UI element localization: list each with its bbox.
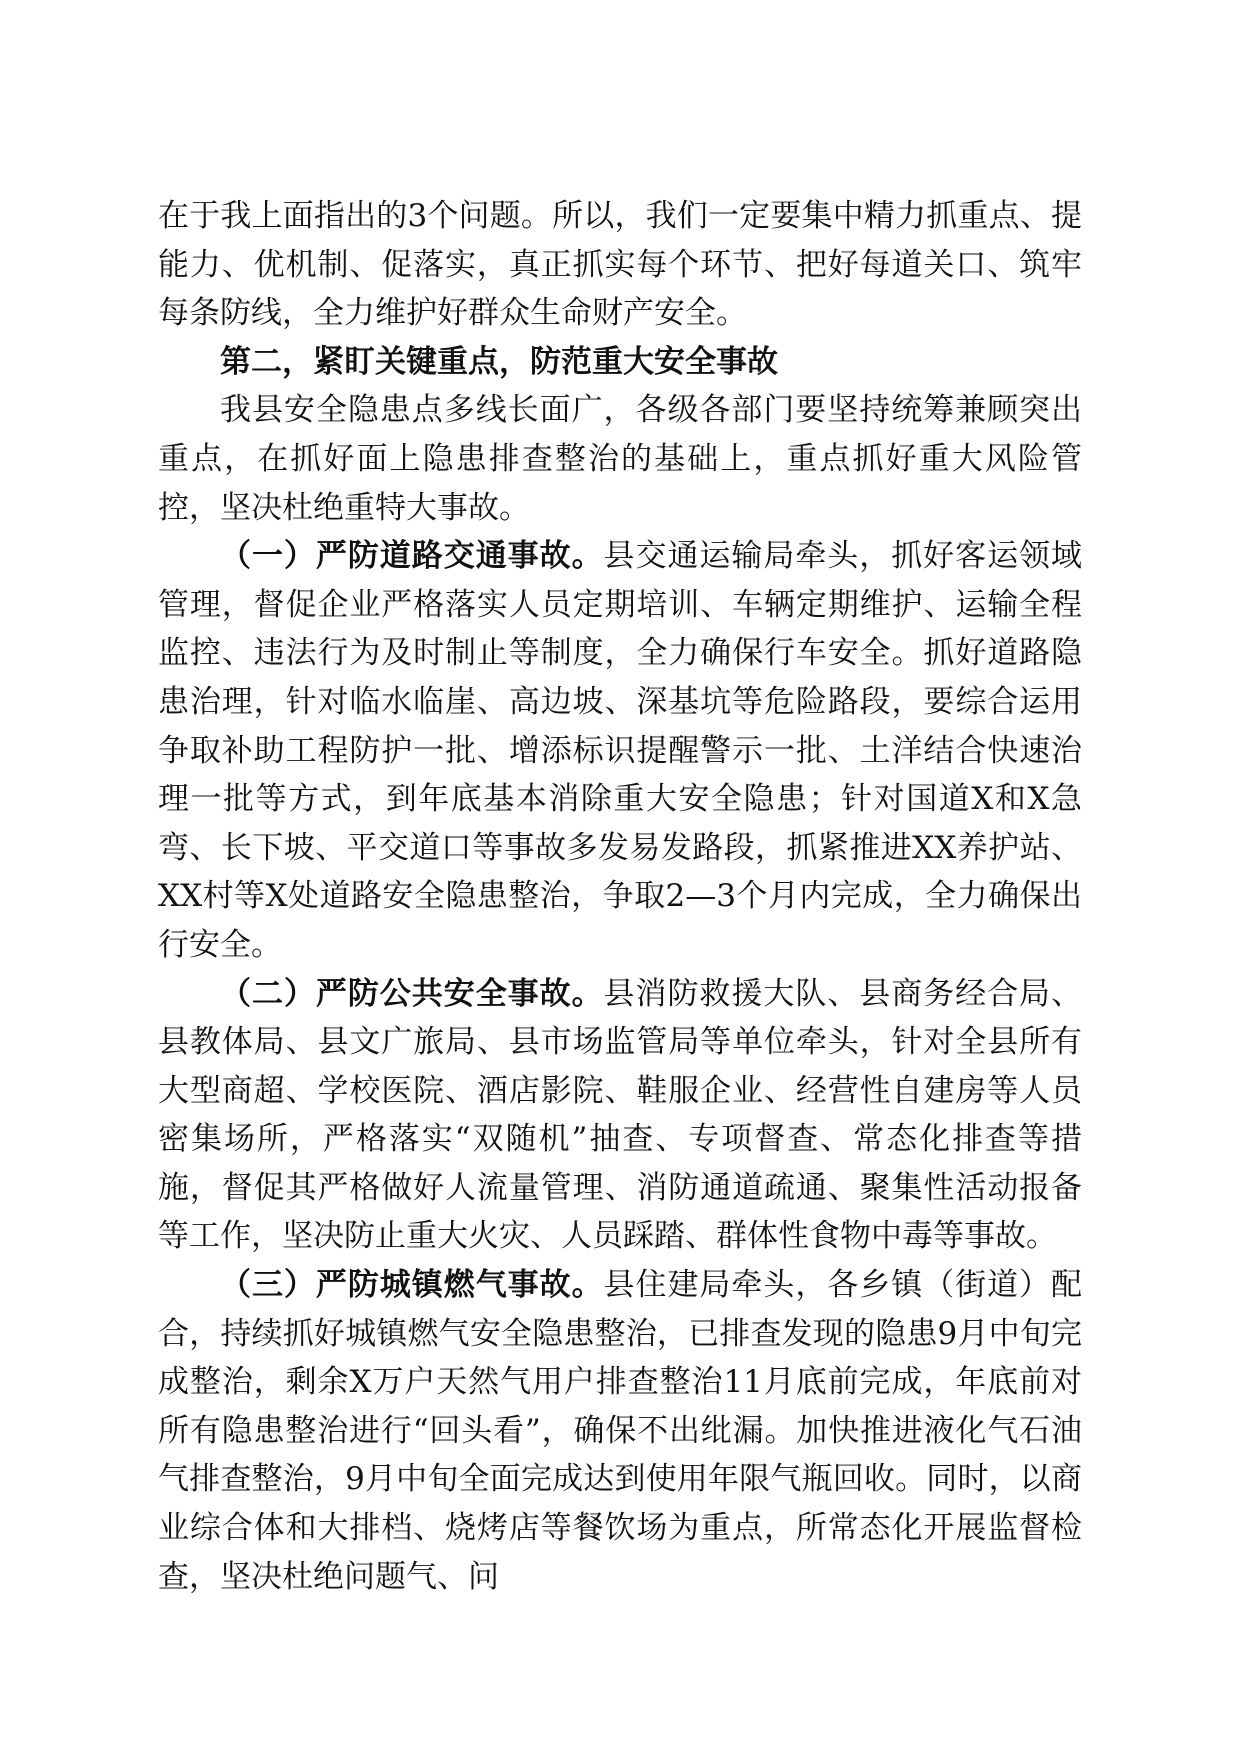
section-heading: 第二，紧盯关键重点，防范重大安全事故 <box>220 343 778 380</box>
item-public-safety <box>158 970 1082 1262</box>
item-body: 县住建局牵头，各乡镇（街道）配合，持续抓好城镇燃气安全隐患整治，已排查发现的隐患9月中旬完成整治，剩余X万户天然气用户排查整治11月底前完成，年底前对所有隐患整治进行“回头看”，确保不出纰漏。加快推进液化气石油气排查整治，9月中旬全面完成达到使用年限气瓶回收。同时，以商业综合体和大排档、烧烤店等餐饮场为重点，所常态化开展监督检查，坚决杜绝问题气、问 <box>158 1267 1083 1595</box>
section-intro-paragraph: 我县安全隐患点多线长面广，各级各部门要坚持统筹兼顾突出重点，在抓好面上隐患排查整治的基础上，重点抓好重大风险管控，坚决杜绝重特大事故。 <box>158 392 1082 526</box>
item-road-traffic <box>158 532 1082 969</box>
document-body <box>158 192 1082 1601</box>
item-body: 县交通运输局牵头，抓好客运领域管理，督促企业严格落实人员定期培训、车辆定期维护、运输全程监控、违法行为及时制止等制度，全力确保行车安全。抓好道路隐患治理，针对临水临崖、高边坡、深基坑等危险路段，要综合运用争取补助工程防护一批、增添标识提醒警示一批、土洋结合快速治理一批等方式，到年底基本消除重大安全隐患；针对国道X和X急弯、长下坡、平交道口等事故多发易发路段，抓紧推进XX养护站、XX村等X处道路安全隐患整治，争取2—3个月内完成，全力确保出行安全。 <box>158 538 1083 963</box>
item-lead: （一）严防道路交通事故。 <box>220 538 604 575</box>
paragraph-continuation: 在于我上面指出的3个问题。所以，我们一定要集中精力抓重点、提能力、优机制、促落实，真正抓实每个环节、把好每道关口、筑牢每条防线，全力维护好群众生命财产安全。 <box>158 198 1082 332</box>
item-body: 县消防救援大队、县商务经合局、县教体局、县文广旅局、县市场监管局等单位牵头，针对全县所有大型商超、学校医院、酒店影院、鞋服企业、经营性自建房等人员密集场所，严格落实“双随机”抽查、专项督查、常态化排查等措施，督促其严格做好人流量管理、消防通道疏通、聚集性活动报备等工作，坚决防止重大火灾、人员踩踏、群体性食物中毒等事故。 <box>158 975 1083 1255</box>
item-lead: （二）严防公共安全事故。 <box>220 975 604 1012</box>
item-urban-gas <box>158 1261 1082 1601</box>
item-lead: （三）严防城镇燃气事故。 <box>220 1267 604 1304</box>
